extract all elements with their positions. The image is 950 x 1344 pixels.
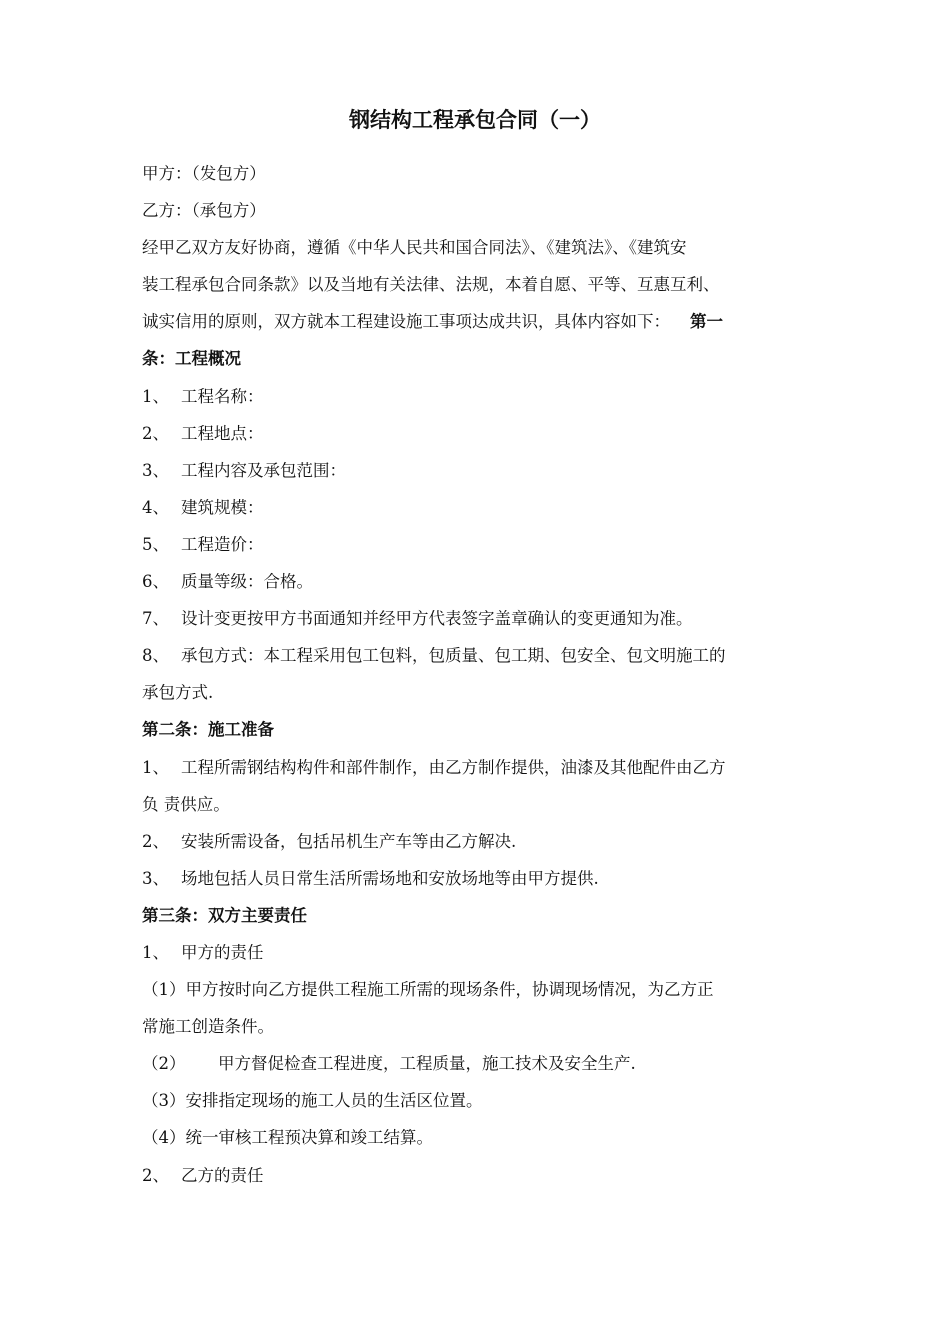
- intro-text: 诚实信用的原则，双方就本工程建设施工事项达成共识，具体内容如下：: [142, 312, 670, 332]
- list-item: 7、 设计变更按甲方书面通知并经甲方代表签字盖章确认的变更通知为准。: [142, 609, 693, 629]
- list-item: 3、 工程内容及承包范围：: [142, 460, 346, 480]
- list-item: 1、 工程名称：: [142, 386, 264, 406]
- sub-item: （3）安排指定现场的施工人员的生活区位置。: [142, 1091, 483, 1111]
- article3-heading: 第三条：双方主要责任: [142, 905, 307, 925]
- intro-line-3: [142, 303, 812, 340]
- list-item: 3、 场地包括人员日常生活所需场地和安放场地等由甲方提供.: [142, 868, 599, 888]
- list-item: 5、 工程造价：: [142, 534, 264, 554]
- list-item: 2、 安装所需设备，包括吊机生产车等由乙方解决.: [142, 831, 517, 851]
- sub-item: （2） 甲方督促检查工程进度，工程质量，施工技术及安全生产.: [142, 1054, 636, 1074]
- sub-item: （4）统一审核工程预决算和竣工结算。: [142, 1128, 433, 1148]
- intro-line-1: 经甲乙双方友好协商，遵循《中华人民共和国合同法》、《建筑法》、《建筑安: [142, 238, 687, 258]
- article1-heading-start: 第一: [690, 312, 723, 332]
- article2-heading: 第二条：施工准备: [142, 720, 274, 740]
- list-item: 2、 乙方的责任: [142, 1165, 264, 1185]
- document-body: [142, 155, 812, 1194]
- party-a-line: 甲方：（发包方）: [142, 164, 266, 183]
- list-item: 8、 承包方式：本工程采用包工包料，包质量、包工期、包安全、包文明施工的: [142, 646, 726, 666]
- sub-item: （1）甲方按时向乙方提供工程施工所需的现场条件，协调现场情况，为乙方正: [142, 980, 714, 1000]
- list-item: 4、 建筑规模：: [142, 497, 264, 517]
- party-b-line: 乙方：（承包方）: [142, 201, 266, 221]
- sub-item-continuation: 常施工创造条件。: [142, 1017, 274, 1037]
- list-item: 6、 质量等级：合格。: [142, 572, 313, 592]
- list-item-continuation: 承包方式.: [142, 683, 214, 703]
- list-item: 1、 甲方的责任: [142, 942, 264, 962]
- list-item: 2、 工程地点：: [142, 423, 264, 443]
- intro-line-2: 装工程承包合同条款》以及当地有关法律、法规，本着自愿、平等、互惠互利、: [142, 275, 720, 295]
- document-title: 钢结构工程承包合同（一）: [349, 108, 601, 132]
- list-item-continuation: 负 责供应。: [142, 794, 230, 814]
- article1-heading: 条：工程概况: [142, 349, 241, 369]
- list-item: 1、 工程所需钢结构构件和部件制作，由乙方制作提供，油漆及其他配件由乙方: [142, 757, 726, 777]
